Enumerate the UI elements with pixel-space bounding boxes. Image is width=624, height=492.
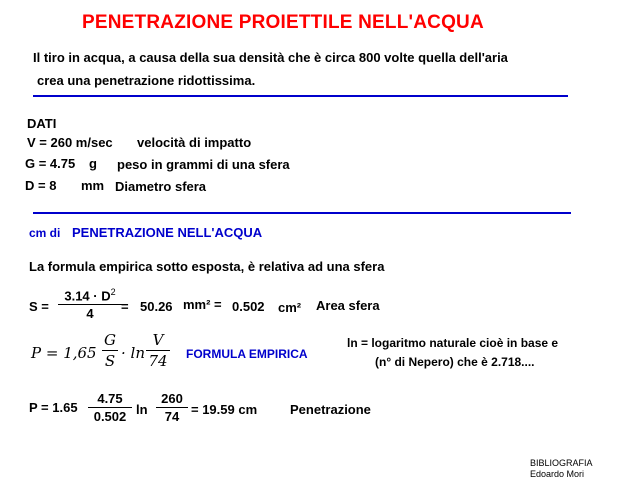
intro-line-2: crea una penetrazione ridottissima. <box>37 73 256 88</box>
section-heading: PENETRAZIONE NELL'ACQUA <box>72 225 263 240</box>
empirical-v: V <box>152 331 164 349</box>
area-value-cm: 0.502 <box>232 299 265 314</box>
velocity-label: V = 260 m/sec <box>27 135 113 150</box>
area-eq1: = <box>121 299 129 314</box>
diameter-desc: Diametro sfera <box>115 179 207 194</box>
diameter-unit: mm <box>81 178 105 193</box>
area-s-eq: S = <box>29 299 49 314</box>
empirical-v-over-74 <box>146 331 170 370</box>
calc-bar-2 <box>156 407 188 408</box>
intro-line-1: Il tiro in acqua, a causa della sua densità che è circa 800 volte quella dell'aria <box>33 50 508 65</box>
area-fraction <box>58 287 122 321</box>
empirical-label: FORMULA EMPIRICA <box>186 347 308 361</box>
weight-label: G = 4.75 <box>25 156 76 171</box>
empirical-bar-1 <box>102 350 118 351</box>
area-fraction-bar <box>58 304 122 305</box>
page-title: PENETRAZIONE PROIETTILE NELL'ACQUA <box>82 12 484 33</box>
section-cm-di: cm di <box>29 226 61 240</box>
calc-num-2: 260 <box>161 391 183 406</box>
velocity-desc: velocità di impatto <box>137 135 252 150</box>
ln-note-1: ln = logaritmo naturale cioè in base e <box>347 336 559 350</box>
divider-middle <box>33 212 571 214</box>
empirical-g-over-s <box>102 331 118 370</box>
area-unit-cm: cm² <box>278 300 302 315</box>
calc-ln: ln <box>136 402 148 417</box>
area-unit-mm: mm² = <box>183 297 222 312</box>
biblio-heading: BIBLIOGRAFIA <box>530 458 593 468</box>
calc-p-eq: P = 1.65 <box>29 400 78 415</box>
ln-note-2: (n° di Nepero) che è 2.718.... <box>375 355 535 369</box>
area-exponent: 2 <box>110 287 116 297</box>
calc-label: Penetrazione <box>290 402 371 417</box>
empirical-dot-ln: · ln <box>121 344 145 362</box>
calc-bar-1 <box>88 407 132 408</box>
empirical-p-eq: P = 1,65 <box>31 344 97 362</box>
weight-desc: peso in grammi di una sfera <box>117 157 290 172</box>
calc-den-2: 74 <box>164 409 180 424</box>
empirical-g: G <box>104 331 116 349</box>
calc-num-1: 4.75 <box>97 391 123 406</box>
weight-unit: g <box>89 156 97 171</box>
empirical-74: 74 <box>148 352 168 370</box>
calc-result: = 19.59 cm <box>191 402 258 417</box>
dati-heading: DATI <box>27 116 57 131</box>
calc-den-1: 0.502 <box>93 409 127 424</box>
area-denominator: 4 <box>86 306 94 322</box>
empirical-bar-2 <box>146 350 170 351</box>
area-value-mm: 50.26 <box>140 299 173 314</box>
divider-top <box>33 95 568 97</box>
calc-fraction-1 <box>88 391 132 424</box>
biblio-author: Edoardo Mori <box>530 469 585 479</box>
calc-fraction-2 <box>156 391 188 424</box>
area-numerator: 3.14 · D <box>64 288 111 304</box>
diameter-label: D = 8 <box>25 178 57 193</box>
area-label: Area sfera <box>316 298 380 313</box>
empirical-s: S <box>104 352 116 370</box>
formula-intro: La formula empirica sotto esposta, è relativa ad una sfera <box>29 259 385 274</box>
